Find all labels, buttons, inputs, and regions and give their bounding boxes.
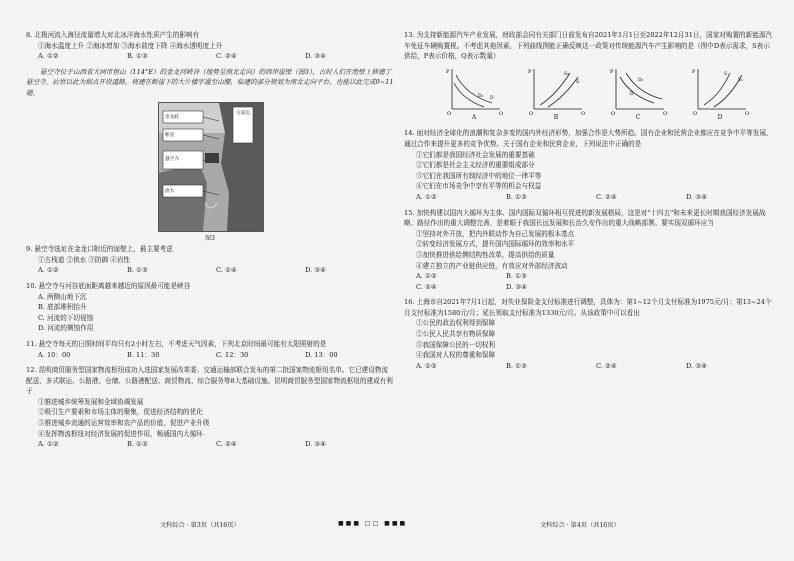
graph-a-label: A <box>471 113 477 121</box>
axis-q: Q <box>745 110 750 115</box>
option-b: B. 11：30 <box>127 350 160 359</box>
option-a: A. ①② <box>38 266 59 275</box>
question-16-stem: 16. 上海市自2021年7月1日起，对失业保险金支付标准进行调整，具体为：第1~12个月支付标准为1975元/月；第13~24个月支付标准为1580元/月；延长领取支付标准为1330元/月。从该政策中可以看出 <box>404 298 772 317</box>
option-c: C. ②④ <box>216 52 237 61</box>
option-c: C. ②④ <box>596 192 617 201</box>
option-a: A. ①② <box>38 52 59 61</box>
footer-right-page-number: 文科综合 · 第4页（共16页） <box>540 522 620 529</box>
option-b: B. ①③ <box>506 272 527 281</box>
axis-p: P <box>446 68 450 75</box>
question-14 <box>404 128 776 202</box>
option-c: C. ②④ <box>216 440 237 449</box>
question-10-option-c: C. 河流的下切侵蚀 <box>38 313 94 322</box>
option-d: D. ③④ <box>305 440 327 449</box>
question-14-options <box>404 192 776 203</box>
supply-demand-graph-icon <box>690 65 750 115</box>
figure-label-1: 金龙峡 <box>165 114 179 120</box>
passage-text: 悬空寺位于山西省大同市恒山（114°E）的金龙河峡谷（地势呈南北走向）的西岸崖壁（图3），古时人们在绝壁上修建了悬空寺，后世以此为据点开设道路，将建在断崖下的大片楼宇通至山腰，临建的部分规划为南北走向平台，也能以此完成9~11题。 <box>26 67 394 97</box>
question-12-sub-3: ③推进城乡流通的运营效率和农产品的价值，促进产业升级 <box>38 419 210 428</box>
question-10-option-a: A. 两侧山地下沉 <box>38 292 87 301</box>
question-15 <box>404 208 776 293</box>
question-16-sub-2: ②公民人民共享有物质保障 <box>416 330 496 339</box>
graph-c <box>608 65 668 124</box>
question-10-stem: 10. 悬空寺与河谷底面距离越来越近的原因最可能是峡谷 <box>26 281 191 290</box>
axis-o: O <box>693 110 698 115</box>
graph-b-label: B <box>553 113 559 121</box>
question-11-options <box>26 350 394 361</box>
option-b: B. ①③ <box>127 266 148 275</box>
footer-left-page-number: 文科综合 · 第3页（共16页） <box>160 522 240 529</box>
question-8-sub: ①海水温度上升 ②海冰增加 ③海水盐度下降 ④海水透明度上升 <box>38 41 223 50</box>
question-15-sub-2: ②转变经济发展方式，提升国内国际循环的效率和水平 <box>416 240 575 249</box>
option-c: C. 12：30 <box>216 350 249 359</box>
option-b: B. ①③ <box>127 52 148 61</box>
question-8 <box>26 30 394 62</box>
option-a: A. ①② <box>416 272 437 281</box>
option-d: D. ③④ <box>686 361 708 370</box>
question-14-stem: 14. 面对经济全球化的浪潮和复杂多变的国内外经济形势，加强合作是大势所趋。国有企业和民营企业都应在竞争中平等发展，通过合作来提升更多的竞争优势。关于国有企业和民营企业，下列说法中正确的是 <box>404 129 773 148</box>
curve-label-2: S <box>576 79 580 85</box>
question-16-options <box>404 361 776 372</box>
question-9-stem: 9. 悬空寺选址在金龙口附近的崖壁上，最主要考虑 <box>26 245 173 254</box>
question-12-stem: 12. 昆明商贸服务型国家物流枢纽成功入选国家发展改革委、交通运输部联合发布的第二批国家物流枢纽名单。它已建设物流配送、多式联运、公路港、仓储、公路港配送、商贸物流、综合服务等8大基础设施。昆明商贸服务型国家物流枢纽的建成有利于 <box>26 366 393 396</box>
option-d: D. ③④ <box>305 266 327 275</box>
question-12-sub-4: ④发挥物流枢纽对经济发展的促进作用，畅通国内大循环 <box>38 429 203 438</box>
figure-label-4: 古道边 <box>236 110 250 116</box>
axis-p: P <box>610 68 614 75</box>
question-16 <box>404 297 776 371</box>
question-10-option-d: D. 河流的侧蚀作用 <box>38 324 94 333</box>
question-13 <box>404 30 776 123</box>
axis-o: O <box>611 110 616 115</box>
question-15-sub-1: ①坚持对外开放，把内外联动作为自己发展的根本基点 <box>416 229 575 238</box>
question-12-sub-2: ②吸引生产要素和市场主体的聚集，促进经济结构的优化 <box>38 408 203 417</box>
supply-demand-graph-icon <box>608 65 668 115</box>
question-12-sub-1: ①推进城乡统筹发展和全域协调发展 <box>38 397 144 406</box>
axis-q: Q <box>499 110 504 115</box>
curve-label-1: S₁ <box>564 71 569 77</box>
option-c: C. ②④ <box>216 266 237 275</box>
axis-o: O <box>447 110 452 115</box>
question-14-sub-2: ②它们都是社会主义经济的重要组成部分 <box>416 161 535 170</box>
option-d: D. ③④ <box>305 52 327 61</box>
curve-label-1: S <box>724 71 728 77</box>
question-9-options <box>26 265 394 276</box>
option-b: B. ①③ <box>506 361 527 370</box>
question-10 <box>26 281 394 334</box>
question-15-options-row-1 <box>404 271 776 282</box>
curve-label-1: D₁ <box>638 77 644 83</box>
question-16-sub-4: ④我国对人权的尊重和保障 <box>416 351 496 360</box>
option-d: D. ③④ <box>506 282 528 291</box>
center-registration-marks: ■■■ □□ ■■■ <box>338 520 408 527</box>
graph-c-label: C <box>635 113 641 121</box>
option-c: C. ②④ <box>596 361 617 370</box>
graph-a <box>444 65 504 124</box>
graph-b <box>526 65 586 124</box>
question-14-sub-1: ①它们都是我国经济社会发展的重要基础 <box>416 150 535 159</box>
question-15-stem: 15. 加快构建以国内大循环为主体、国内国际双循环相互促进的新发展格局，这是对"十四五"和未来更长时期我国经济发展战略、路径作出的重大调整完善，是着眼于我国长远发展和长治久安作出的重大战略部署。要实现双循环应当 <box>404 208 766 228</box>
figure-3-caption: 图3 <box>205 234 215 242</box>
option-d: D. ③④ <box>686 192 708 201</box>
option-a: A. 10：00 <box>38 350 71 359</box>
curve-label-1: D <box>490 95 494 101</box>
figure-3-photo <box>158 102 264 232</box>
option-b: B. ①③ <box>506 192 527 201</box>
left-column <box>26 30 394 450</box>
option-a: A. ①② <box>38 440 59 449</box>
question-16-sub-1: ①公民的政治权利得到保障 <box>416 319 496 328</box>
option-b: B. ①③ <box>127 440 148 449</box>
question-13-stem: 13. 为支持新能源汽车产业发展，财政部会同有关部门日前发布自2021年1月1日至2022年12月31日，国家对购置的新能源汽车免征车辆购置税。不考虑其他因素，下列曲线图能正确反映这一政策对传统能源汽车产生影响的是（图中D表示需求，S表示供给，P表示价格，Q表示数量） <box>404 31 773 61</box>
question-10-option-b: B. 底部堆积抬升 <box>38 303 87 312</box>
question-15-options-row-2 <box>404 282 776 293</box>
axis-q: Q <box>581 110 586 115</box>
axis-p: P <box>692 68 696 75</box>
option-a: A. ①② <box>416 361 437 370</box>
figure-label-3: 悬空寺 <box>165 156 179 162</box>
right-column <box>404 30 776 371</box>
curve-label-2: D <box>630 91 634 97</box>
question-11-stem: 11. 悬空寺每天的日照时间平均只有2小时左右，不考虑天气因素，下列北京时间最可能有太阳照射的是 <box>26 339 327 348</box>
question-8-stem: 8. 北极河流入海径流量增大对北冰洋海水性质产生的影响有 <box>26 31 200 39</box>
question-13-graphs <box>404 65 776 124</box>
curve-label-2: S₁ <box>738 77 743 83</box>
axis-o: O <box>529 110 534 115</box>
question-11 <box>26 339 394 360</box>
figure-label-5: 流水 <box>165 188 175 194</box>
figure-label-2: 断崖 <box>165 132 175 138</box>
question-9 <box>26 244 394 276</box>
curve-label-2: D₁ <box>478 93 484 99</box>
question-8-options <box>26 51 394 62</box>
question-15-sub-4: ④建立独立的产业链供应链，有效应对外部经济波动 <box>416 261 568 270</box>
axis-q: Q <box>663 110 668 115</box>
graph-d <box>690 65 750 124</box>
question-12 <box>26 365 394 450</box>
supply-demand-graph-icon <box>444 65 504 115</box>
question-15-sub-3: ③加快推进供给侧结构性改革，提高供给的质量 <box>416 250 555 259</box>
question-14-sub-3: ③它们在我国所有制经济中的地位一律平等 <box>416 171 542 180</box>
question-16-sub-3: ③我国保障公民的一切权利 <box>416 340 496 349</box>
question-9-sub: ①古栈道 ②供水 ③防御 ④岩性 <box>38 255 131 264</box>
question-12-options <box>26 439 394 450</box>
question-14-sub-4: ④它们在市场竞争中享有平等的机会与权益 <box>416 182 542 191</box>
option-d: D. 13：00 <box>305 350 338 359</box>
option-c: C. ②④ <box>416 282 437 291</box>
option-a: A. ①② <box>416 192 437 201</box>
axis-p: P <box>528 68 532 75</box>
graph-d-label: D <box>717 113 723 121</box>
supply-demand-graph-icon <box>526 65 586 115</box>
